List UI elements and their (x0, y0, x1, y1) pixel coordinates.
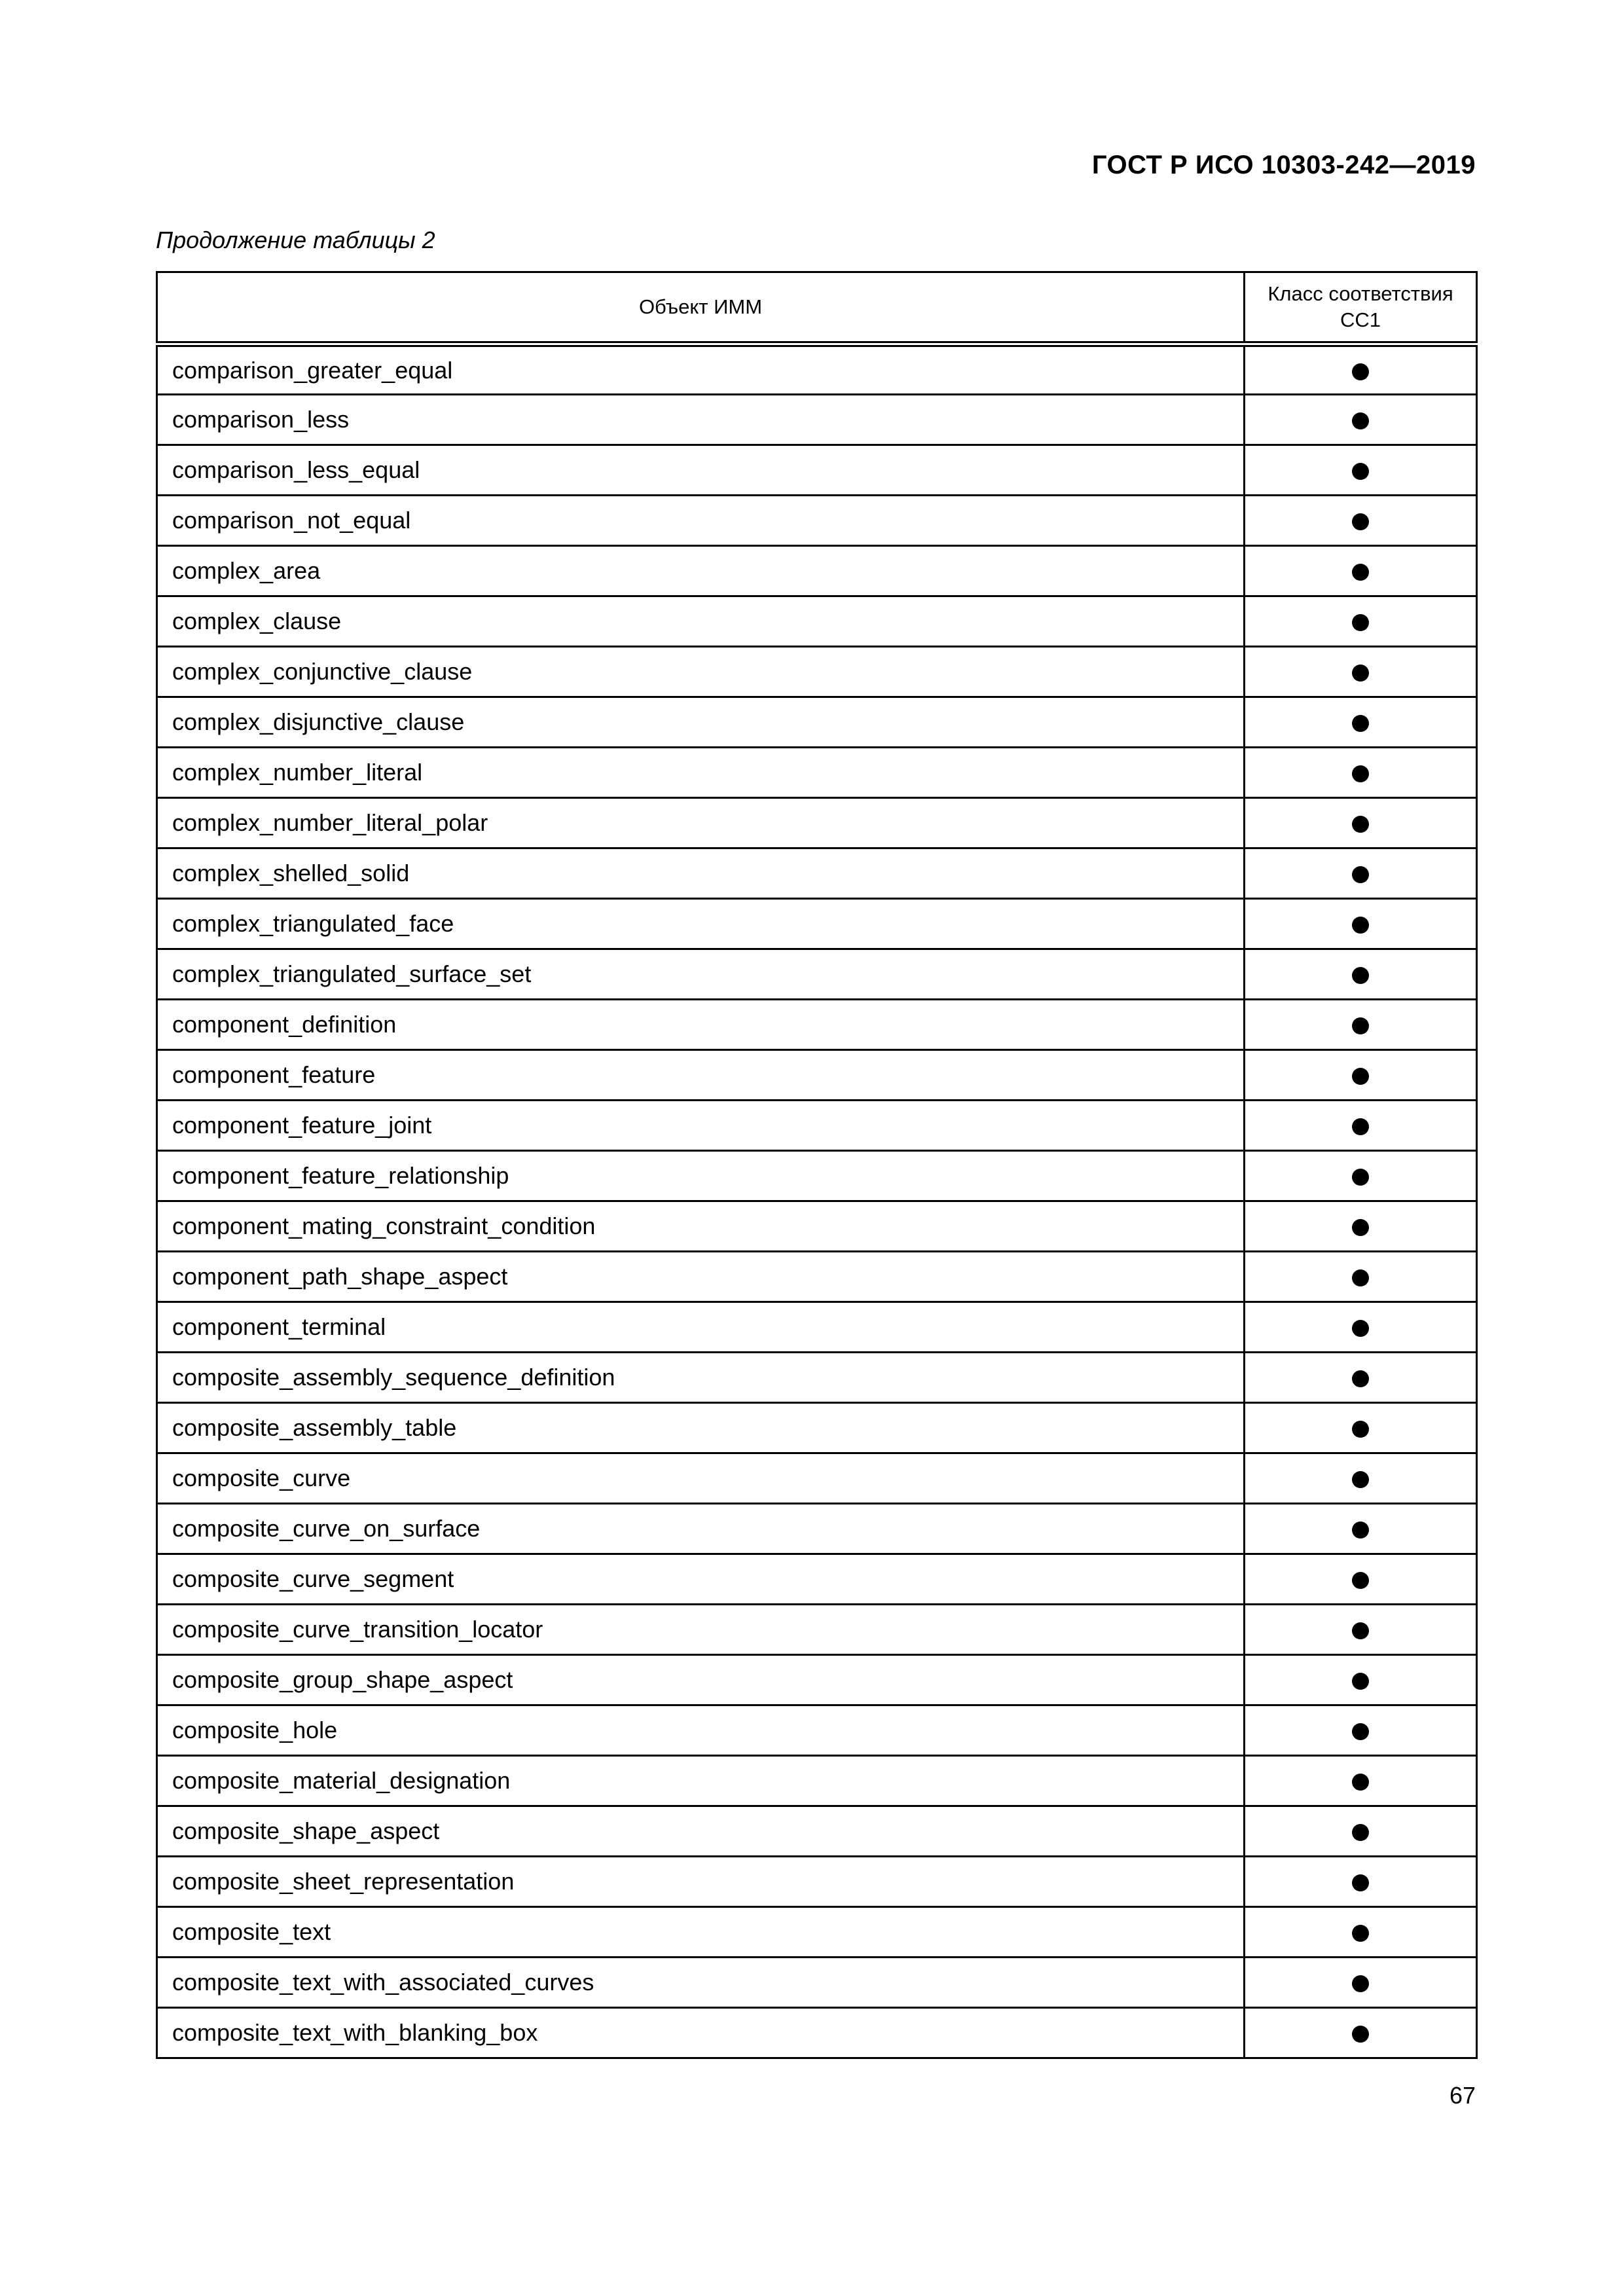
table-row (157, 1756, 1477, 1806)
conformance-mark-cell (1245, 748, 1477, 798)
filled-circle-icon (1352, 1370, 1369, 1387)
table-row (157, 1403, 1477, 1453)
filled-circle-icon (1352, 1421, 1369, 1438)
object-name-cell: complex_triangulated_face (157, 899, 1245, 949)
conformance-mark-cell (1245, 1806, 1477, 1857)
table-row (157, 647, 1477, 697)
filled-circle-icon (1352, 1269, 1369, 1286)
table-row (157, 1252, 1477, 1302)
table-row (157, 1554, 1477, 1605)
object-name-cell: complex_conjunctive_clause (157, 647, 1245, 697)
filled-circle-icon (1352, 1118, 1369, 1135)
object-name-cell: component_terminal (157, 1302, 1245, 1353)
conformance-mark-cell (1245, 546, 1477, 596)
table-row (157, 1050, 1477, 1101)
table-row (157, 1302, 1477, 1353)
object-name-cell: complex_number_literal_polar (157, 798, 1245, 848)
filled-circle-icon (1352, 715, 1369, 732)
filled-circle-icon (1352, 917, 1369, 934)
object-name-cell: composite_text_with_associated_curves (157, 1958, 1245, 2008)
filled-circle-icon (1352, 765, 1369, 782)
filled-circle-icon (1352, 1320, 1369, 1337)
conformance-mark-cell (1245, 344, 1477, 395)
conformance-mark-cell (1245, 1101, 1477, 1151)
filled-circle-icon (1352, 1824, 1369, 1841)
filled-circle-icon (1352, 412, 1369, 429)
object-name-cell: composite_curve_on_surface (157, 1504, 1245, 1554)
filled-circle-icon (1352, 1068, 1369, 1085)
filled-circle-icon (1352, 665, 1369, 682)
object-name-cell: complex_number_literal (157, 748, 1245, 798)
table-row (157, 1958, 1477, 2008)
table-header-row (157, 272, 1477, 344)
object-name-cell: comparison_less (157, 395, 1245, 445)
column-header-object: Объект ИММ (157, 272, 1245, 344)
conformance-mark-cell (1245, 1201, 1477, 1252)
table-row (157, 496, 1477, 546)
conformance-mark-cell (1245, 1958, 1477, 2008)
table-row (157, 798, 1477, 848)
filled-circle-icon (1352, 1874, 1369, 1891)
table-row (157, 1453, 1477, 1504)
conformance-mark-cell (1245, 1453, 1477, 1504)
table-row (157, 748, 1477, 798)
conformance-table (156, 271, 1478, 2059)
column-header-conformance-class-line2: СС1 (1340, 308, 1381, 331)
table-row (157, 1806, 1477, 1857)
object-name-cell: composite_curve_transition_locator (157, 1605, 1245, 1655)
object-name-cell: composite_text_with_blanking_box (157, 2008, 1245, 2058)
table-caption: Продолжение таблицы 2 (156, 227, 435, 253)
conformance-mark-cell (1245, 1605, 1477, 1655)
object-name-cell: comparison_less_equal (157, 445, 1245, 496)
object-name-cell: component_feature (157, 1050, 1245, 1101)
column-header-conformance-class (1245, 272, 1477, 344)
filled-circle-icon (1352, 1622, 1369, 1639)
table-row (157, 697, 1477, 748)
conformance-mark-cell (1245, 1655, 1477, 1705)
filled-circle-icon (1352, 1673, 1369, 1690)
object-name-cell: complex_shelled_solid (157, 848, 1245, 899)
filled-circle-icon (1352, 1975, 1369, 1992)
conformance-mark-cell (1245, 445, 1477, 496)
table-row (157, 395, 1477, 445)
table-row (157, 1857, 1477, 1907)
conformance-mark-cell (1245, 1000, 1477, 1050)
page-number: 67 (1449, 2082, 1476, 2109)
table-row (157, 899, 1477, 949)
conformance-mark-cell (1245, 1857, 1477, 1907)
table-row (157, 1907, 1477, 1958)
table-row (157, 596, 1477, 647)
conformance-mark-cell (1245, 1907, 1477, 1958)
filled-circle-icon (1352, 513, 1369, 530)
filled-circle-icon (1352, 564, 1369, 581)
filled-circle-icon (1352, 1017, 1369, 1034)
column-header-conformance-class-line1: Класс соответствия (1267, 282, 1453, 305)
conformance-mark-cell (1245, 1050, 1477, 1101)
table-row (157, 1353, 1477, 1403)
conformance-mark-cell (1245, 1151, 1477, 1201)
object-name-cell: component_path_shape_aspect (157, 1252, 1245, 1302)
object-name-cell: composite_curve (157, 1453, 1245, 1504)
filled-circle-icon (1352, 866, 1369, 883)
filled-circle-icon (1352, 816, 1369, 833)
object-name-cell: composite_assembly_sequence_definition (157, 1353, 1245, 1403)
conformance-mark-cell (1245, 798, 1477, 848)
table-body (157, 344, 1477, 2058)
table-row (157, 546, 1477, 596)
table-row (157, 1201, 1477, 1252)
table-row (157, 1655, 1477, 1705)
object-name-cell: component_definition (157, 1000, 1245, 1050)
table-row (157, 1605, 1477, 1655)
object-name-cell: comparison_greater_equal (157, 344, 1245, 395)
filled-circle-icon (1352, 1169, 1369, 1186)
object-name-cell: component_feature_joint (157, 1101, 1245, 1151)
filled-circle-icon (1352, 1925, 1369, 1942)
conformance-mark-cell (1245, 496, 1477, 546)
filled-circle-icon (1352, 1572, 1369, 1589)
conformance-mark-cell (1245, 949, 1477, 1000)
filled-circle-icon (1352, 1522, 1369, 1539)
filled-circle-icon (1352, 1471, 1369, 1488)
conformance-mark-cell (1245, 647, 1477, 697)
conformance-mark-cell (1245, 848, 1477, 899)
object-name-cell: complex_area (157, 546, 1245, 596)
conformance-mark-cell (1245, 1756, 1477, 1806)
conformance-mark-cell (1245, 2008, 1477, 2058)
filled-circle-icon (1352, 967, 1369, 984)
table-row (157, 1000, 1477, 1050)
object-name-cell: composite_shape_aspect (157, 1806, 1245, 1857)
object-name-cell: complex_disjunctive_clause (157, 697, 1245, 748)
conformance-mark-cell (1245, 697, 1477, 748)
object-name-cell: composite_group_shape_aspect (157, 1655, 1245, 1705)
document-code: ГОСТ Р ИСО 10303-242—2019 (1091, 151, 1476, 179)
conformance-mark-cell (1245, 1353, 1477, 1403)
conformance-mark-cell (1245, 596, 1477, 647)
table-row (157, 344, 1477, 395)
object-name-cell: composite_assembly_table (157, 1403, 1245, 1453)
table-row (157, 1504, 1477, 1554)
conformance-mark-cell (1245, 395, 1477, 445)
object-name-cell: complex_clause (157, 596, 1245, 647)
conformance-mark-cell (1245, 1504, 1477, 1554)
filled-circle-icon (1352, 614, 1369, 631)
filled-circle-icon (1352, 1723, 1369, 1740)
conformance-mark-cell (1245, 1403, 1477, 1453)
table-row (157, 1705, 1477, 1756)
table-row (157, 949, 1477, 1000)
conformance-mark-cell (1245, 1252, 1477, 1302)
table-row (157, 848, 1477, 899)
object-name-cell: composite_sheet_representation (157, 1857, 1245, 1907)
filled-circle-icon (1352, 463, 1369, 480)
filled-circle-icon (1352, 1774, 1369, 1791)
filled-circle-icon (1352, 363, 1369, 380)
object-name-cell: composite_material_designation (157, 1756, 1245, 1806)
conformance-mark-cell (1245, 1554, 1477, 1605)
filled-circle-icon (1352, 2026, 1369, 2043)
object-name-cell: composite_text (157, 1907, 1245, 1958)
object-name-cell: component_mating_constraint_condition (157, 1201, 1245, 1252)
conformance-mark-cell (1245, 1302, 1477, 1353)
filled-circle-icon (1352, 1219, 1369, 1236)
table-row (157, 445, 1477, 496)
table-row (157, 1101, 1477, 1151)
table-row (157, 1151, 1477, 1201)
object-name-cell: complex_triangulated_surface_set (157, 949, 1245, 1000)
conformance-mark-cell (1245, 899, 1477, 949)
conformance-mark-cell (1245, 1705, 1477, 1756)
object-name-cell: component_feature_relationship (157, 1151, 1245, 1201)
table-row (157, 2008, 1477, 2058)
object-name-cell: comparison_not_equal (157, 496, 1245, 546)
object-name-cell: composite_curve_segment (157, 1554, 1245, 1605)
object-name-cell: composite_hole (157, 1705, 1245, 1756)
